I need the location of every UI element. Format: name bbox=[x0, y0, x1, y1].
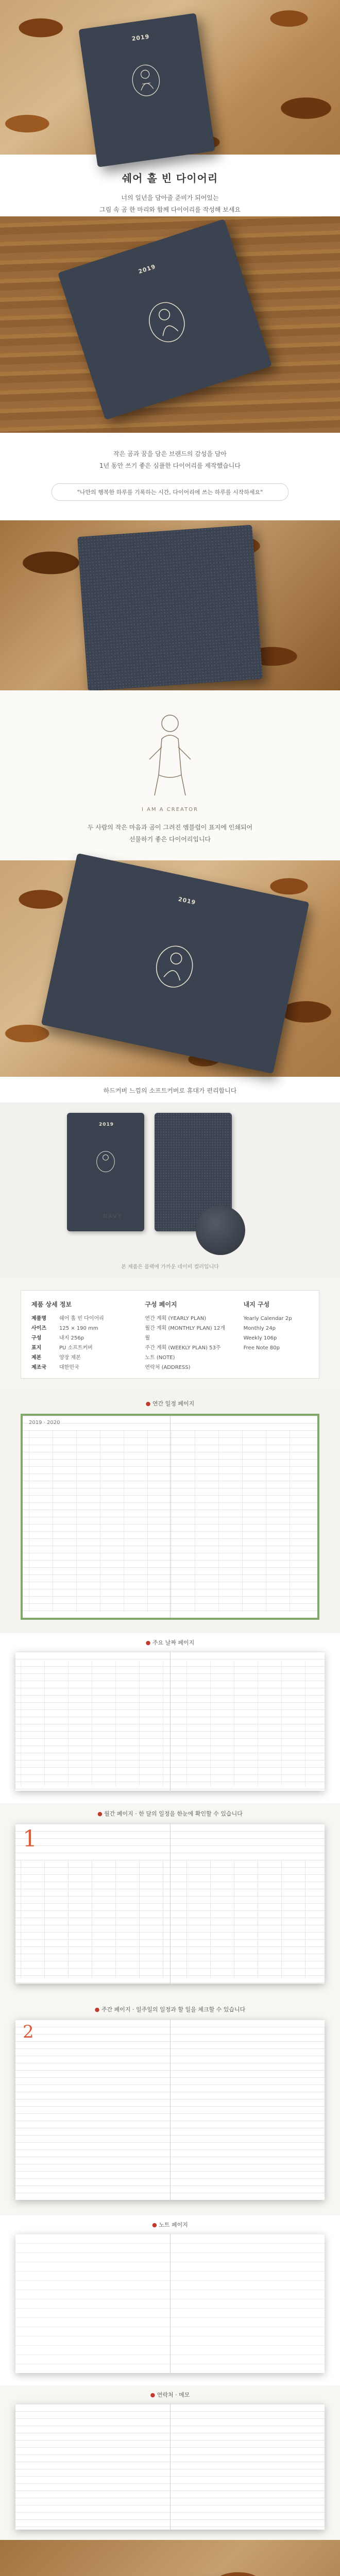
bear-emblem-icon bbox=[140, 293, 193, 350]
monthly-label: ● 월간 페이지 · 한 달의 일정을 한눈에 확인할 수 있습니다 bbox=[97, 1810, 243, 1817]
address-label: ● 연락처 · 메모 bbox=[150, 2392, 190, 2398]
spec-row: 구성 내지 256p bbox=[31, 1335, 84, 1341]
color-note: 본 제품은 블랙에 가까운 네이비 컬러입니다 bbox=[121, 1264, 219, 1270]
month-number: 1 bbox=[23, 1826, 37, 1852]
address-section bbox=[0, 2385, 340, 2540]
spec-row: 사이즈 125 × 190 mm bbox=[31, 1326, 98, 1331]
spec-row: 제품명 쉐어 홀 빈 다이어리 bbox=[31, 1316, 104, 1321]
calendar-section bbox=[0, 1633, 340, 1803]
cover-year-front: 2019 bbox=[99, 1122, 114, 1127]
week-month-number: 2 bbox=[23, 2022, 34, 2042]
closing-photo bbox=[0, 2540, 340, 2576]
spec-content-item: Weekly 106p bbox=[243, 1335, 277, 1341]
monthly-grid bbox=[21, 1860, 319, 1978]
page-title: 쉐어 홀 빈 다이어리 bbox=[122, 172, 218, 184]
quote-box: "나만의 행복한 하루를 기록하는 시간, 다이어리에 쓰는 하루를 시작하세요" bbox=[52, 483, 288, 501]
intro-line-1: 너의 일년을 담아줄 준비가 되어있는 bbox=[121, 194, 219, 201]
weekly-label: ● 주간 페이지 · 일주일의 일정과 할 일을 체크할 수 있습니다 bbox=[94, 2006, 246, 2013]
swatch-name: NAVY bbox=[103, 1213, 123, 1219]
description-line-2: 1년 동안 쓰기 좋은 심플한 다이어리를 제작했습니다 bbox=[99, 462, 241, 469]
spec-content-item: Free Note 80p bbox=[243, 1345, 280, 1351]
yearly-grid bbox=[29, 1430, 311, 1612]
side-view-caption-section bbox=[0, 1077, 340, 1103]
spread-fold bbox=[170, 2404, 171, 2530]
detail-line-1: 두 사람의 작은 마음과 곰이 그려진 엠블럼이 표지에 인쇄되어 bbox=[87, 824, 253, 831]
spec-title: 제품 상세 정보 bbox=[31, 1301, 72, 1308]
spread-fold bbox=[170, 2234, 171, 2373]
spread-fold bbox=[170, 2020, 171, 2200]
emblem-caption: I AM A CREATOR bbox=[141, 807, 199, 812]
diary-on-leaves bbox=[41, 853, 310, 1074]
address-spread bbox=[15, 2404, 325, 2530]
spec-content-item: Monthly 24p bbox=[243, 1326, 276, 1331]
spec-section bbox=[0, 1278, 340, 1391]
color-swatch bbox=[196, 1206, 245, 1255]
spec-page-item: 노트 (NOTE) bbox=[145, 1355, 175, 1361]
intro-line-2: 그림 속 곰 한 마리와 함께 다이어리를 작성해 보세요 bbox=[99, 206, 241, 213]
spec-row: 제조국 대한민국 bbox=[31, 1365, 79, 1370]
spec-middle bbox=[145, 1300, 230, 1369]
weekly-spread bbox=[15, 2020, 325, 2200]
yearly-label: ● 연간 일정 페이지 bbox=[145, 1400, 195, 1407]
hero-photo bbox=[0, 0, 340, 155]
monthly-section bbox=[0, 1803, 340, 1999]
cover-year: 2019 bbox=[131, 33, 150, 43]
bear-emblem-icon bbox=[128, 60, 164, 100]
cover-year-2: 2019 bbox=[137, 263, 157, 275]
emblem-detail-section bbox=[0, 690, 340, 860]
leaves-photo-2 bbox=[0, 860, 340, 1077]
spec-page-item: 연락처 (ADDRESS) bbox=[145, 1365, 191, 1370]
note-section bbox=[0, 2215, 340, 2385]
spec-pages-title: 구성 페이지 bbox=[145, 1301, 177, 1308]
description-section bbox=[0, 433, 340, 520]
calendar-spread bbox=[15, 1652, 325, 1791]
yearly-sub: 2019 · 2020 bbox=[29, 1420, 60, 1426]
color-block-section bbox=[0, 1103, 340, 1278]
diary-texture-closeup bbox=[77, 525, 263, 691]
calendar-label: ● 주요 날짜 페이지 bbox=[145, 1639, 195, 1646]
weekly-section bbox=[0, 1999, 340, 2215]
spec-right bbox=[244, 1300, 309, 1369]
bear-emblem-icon bbox=[95, 1149, 116, 1174]
spec-row: 제본 양장 제본 bbox=[31, 1355, 81, 1361]
bear-drawing-icon bbox=[134, 703, 206, 801]
detail-line-2: 선물하기 좋은 다이어리입니다 bbox=[129, 835, 211, 843]
yearly-section bbox=[0, 1391, 340, 1633]
yearly-spread bbox=[21, 1414, 319, 1620]
calendar-grid bbox=[21, 1661, 319, 1786]
monthly-spread bbox=[15, 1824, 325, 1984]
note-spread bbox=[15, 2234, 325, 2373]
spec-page-item: 월간 계획 (MONTHLY PLAN) 12개월 bbox=[145, 1326, 226, 1341]
title-section bbox=[0, 155, 340, 216]
spec-contents-title: 내지 구성 bbox=[243, 1301, 270, 1308]
wood-photo bbox=[0, 216, 340, 433]
spec-box bbox=[21, 1290, 319, 1379]
spec-page-item: 연간 계획 (YEARLY PLAN) bbox=[145, 1316, 207, 1321]
note-label: ● 노트 페이지 bbox=[152, 2222, 188, 2228]
spec-page-item: 주간 계획 (WEEKLY PLAN) 53주 bbox=[145, 1345, 221, 1351]
bear-emblem-icon bbox=[148, 934, 200, 998]
description-line-1: 작은 곰과 꿈을 담은 브랜드의 감성을 담아 bbox=[113, 450, 227, 457]
spec-content-item: Yearly Calendar 2p bbox=[243, 1316, 292, 1321]
cover-year-3: 2019 bbox=[177, 895, 197, 906]
diary-cover-photo bbox=[78, 13, 215, 167]
closeup-photo bbox=[0, 520, 340, 690]
side-view-caption: 하드커버 느낌의 소프트커버로 휴대가 편리합니다 bbox=[103, 1087, 237, 1094]
spec-row: 표지 PU 소프트커버 bbox=[31, 1345, 93, 1351]
spec-left bbox=[31, 1300, 131, 1369]
diary-on-wood bbox=[58, 219, 272, 420]
